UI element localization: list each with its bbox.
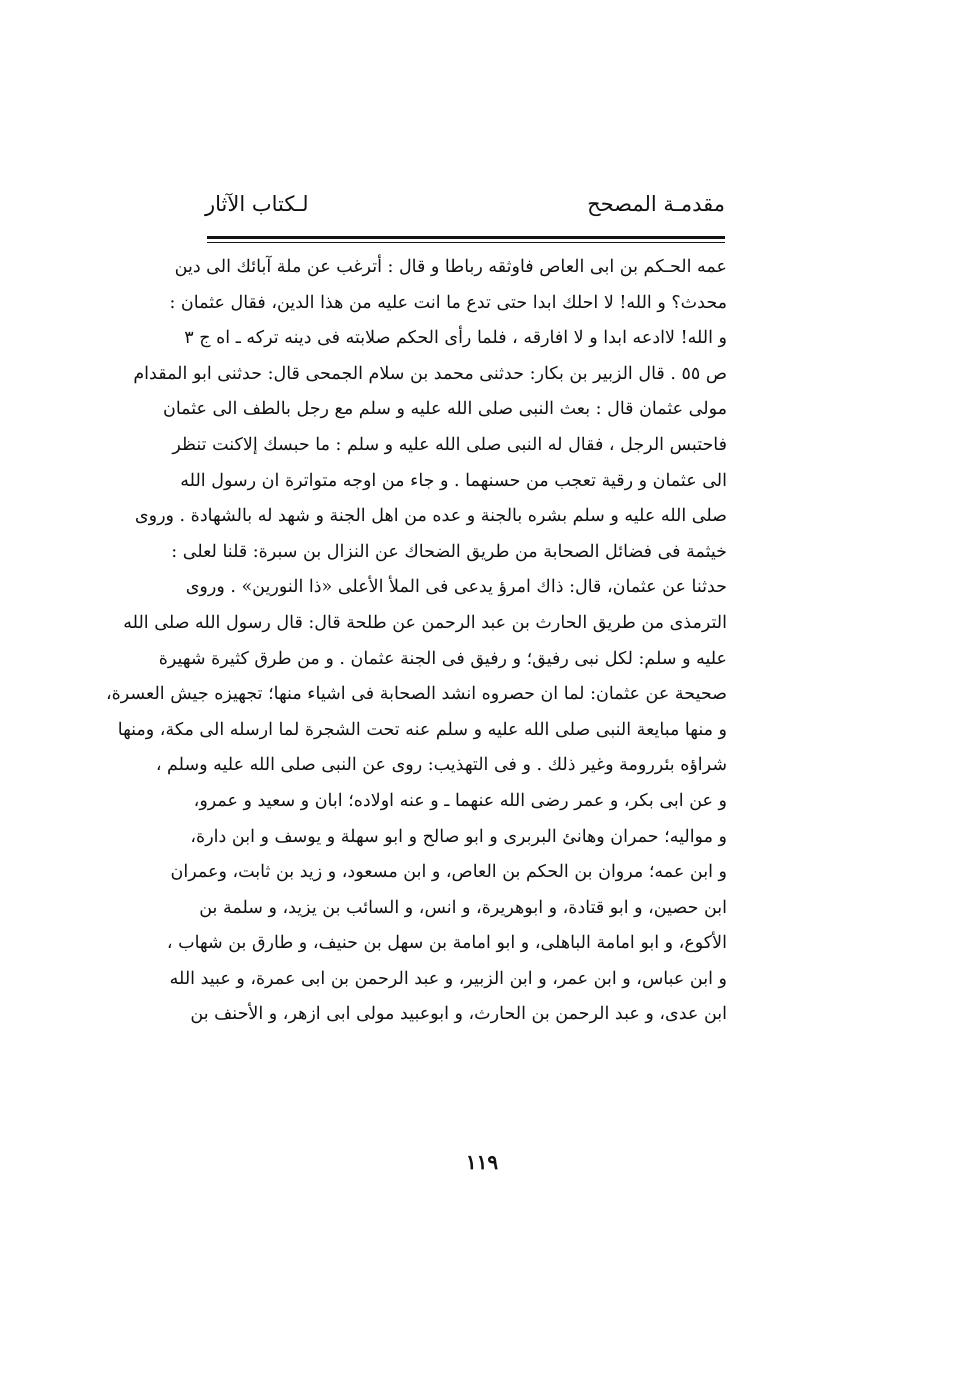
text-line: خيثمة فى فضائل الصحابة من طريق الضحاك عن النزال بن سبرة: قلنا لعلى : xyxy=(171,541,727,562)
text-line: حدثنا عن عثمان، قال: ذاك امرؤ يدعى فى الملأ الأعلى «ذا النورين» . وروى xyxy=(185,577,727,598)
text-line: عمه الحـكم بن ابى العاص فاوثقه رباطا و قال : أترغب عن ملة آبائك الى دين xyxy=(174,257,727,277)
header-left-title: لـكتاب الآثار xyxy=(205,192,309,216)
header-rule-thin xyxy=(207,242,725,243)
text-line: و عن ابى بكر، و عمر رضى الله عنهما ـ و عنه اولاده؛ ابان و سعيد و عمرو، xyxy=(193,790,727,811)
text-line: عليه و سلم: لكل نبى رفيق؛ و رفيق فى الجنة عثمان . و من طرق كثيرة شهيرة xyxy=(158,648,727,669)
text-line: و منها مبايعة النبى صلى الله عليه و سلم عنه تحت الشجرة لما ارسله الى مكة، ومنها xyxy=(117,719,727,740)
text-line: ابن حصين، و ابو قتادة، و ابوهريرة، و انس، و السائب بن يزيد، و سلمة بن xyxy=(199,897,727,918)
text-line: صحيحة عن عثمان: لما ان حصروه انشد الصحابة فى اشياء منها؛ تجهيزه جيش العسرة، xyxy=(105,684,727,705)
text-line: و ابن عباس، و ابن عمر، و ابن الزبير، و عبد الرحمن بن ابى عمرة، و عبيد الله xyxy=(169,968,727,989)
text-line: صلى الله عليه و سلم بشره بالجنة و عده من اهل الجنة و شهد له بالشهادة . وروى xyxy=(134,506,727,527)
text-line: و ابن عمه؛ مروان بن الحكم بن العاص، و ابن مسعود، و زيد بن ثابت، وعمران xyxy=(170,862,727,883)
body-text xyxy=(105,250,727,1033)
header-rule-thick xyxy=(207,236,725,239)
page-number: ١١٩ xyxy=(465,1150,499,1174)
text-line: و الله! لاادعه ابدا و لا افارقه ، فلما رأى الحكم صلابته فى دينه تركه ـ اه ج ٣ xyxy=(184,328,727,349)
text-line: مولى عثمان قال : بعث النبى صلى الله عليه و سلم مع رجل بالطف الى عثمان xyxy=(162,399,727,420)
text-line: فاحتبس الرجل ، فقال له النبى صلى الله عليه و سلم : ما حبسك إلاكنت تنظر xyxy=(172,434,727,455)
text-line: الأكوع، و ابو امامة الباهلى، و ابو امامة بن سهل بن حنيف، و طارق بن شهاب ، xyxy=(166,933,727,954)
text-line: ص ٥٥ . قال الزبير بن بكار: حدثنى محمد بن سلام الجمحى قال: حدثنى ابو المقدام xyxy=(133,363,727,384)
text-line: شراؤه بئررومة وغير ذلك . و فى التهذيب: روى عن النبى صلى الله عليه وسلم ، xyxy=(155,755,727,776)
text-line: محدث؟ و الله! لا احلك ابدا حتى تدع ما انت عليه من هذا الدين، فقال عثمان : xyxy=(169,292,727,313)
text-line: و مواليه؛ حمران وهانئ البربرى و ابو صالح و ابو سهلة و يوسف و ابن دارة، xyxy=(190,826,727,847)
header-right-title: مقدمـة المصحح xyxy=(587,192,725,216)
text-line: ابن عدى، و عبد الرحمن بن الحارث، و ابوعبيد مولى ابى ازهر، و الأحنف بن xyxy=(190,1004,727,1025)
page-header xyxy=(205,192,725,232)
text-line: الترمذى من طريق الحارث بن عبد الرحمن عن طلحة قال: قال رسول الله صلى الله xyxy=(123,612,727,633)
text-line: الى عثمان و رقية تعجب من حسنهما . و جاء من اوجه متواترة ان رسول الله xyxy=(180,470,727,491)
